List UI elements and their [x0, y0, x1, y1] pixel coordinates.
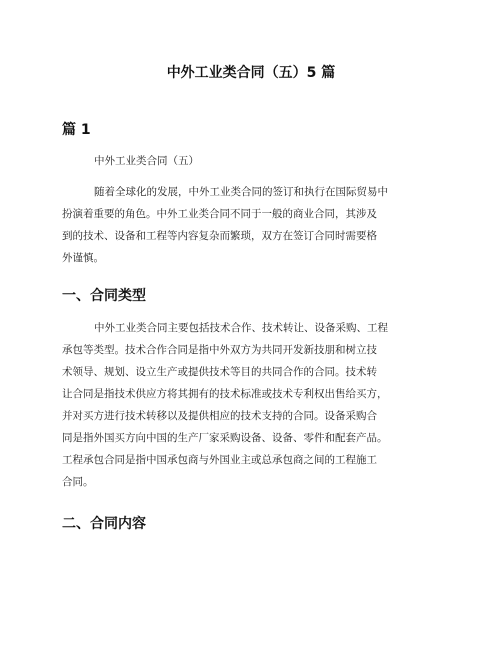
section1-line: 工程承包合同是指中国承包商与外国业主或总承包商之间的工程施工	[62, 454, 377, 466]
section1-line: 并对买方进行技术转移以及提供相应的技术支持的合同。设备采购合	[62, 410, 377, 422]
intro-line: 到的技术、设备和工程等内容复杂而繁琐，双方在签订合同时需要格	[62, 230, 377, 242]
section1-line: 让合同是指技术供应方将其拥有的技术标准或技术专利权出售给买方，	[62, 388, 388, 400]
document-subtitle: 中外工业类合同（五）	[94, 155, 199, 167]
section-heading-contract-contents: 二、合同内容	[62, 516, 146, 532]
intro-line: 扮演着重要的角色。中外工业类合同不同于一般的商业合同，其涉及	[62, 208, 377, 220]
document-title: 中外工业类合同（五）5 篇	[166, 65, 336, 81]
section1-line: 同是指外国买方向中国的生产厂家采购设备、设备、零件和配套产品。	[62, 432, 388, 444]
section-heading-contract-types: 一、合同类型	[62, 288, 146, 304]
intro-line: 随着全球化的发展，中外工业类合同的签订和执行在国际贸易中	[94, 186, 388, 198]
section1-line: 承包等类型。技术合作合同是指中外双方为共同开发新技朋和树立技	[62, 344, 377, 356]
part-heading: 篇 1	[62, 122, 91, 138]
section1-line: 术领导、规划、设立生产或提供技术等目的共同合作的合同。技术转	[62, 366, 377, 378]
section1-line: 合同。	[62, 476, 94, 488]
intro-line: 外谨慎。	[62, 252, 104, 264]
section1-line: 中外工业类合同主要包括技术合作、技术转让、设备采购、工程	[94, 322, 388, 334]
